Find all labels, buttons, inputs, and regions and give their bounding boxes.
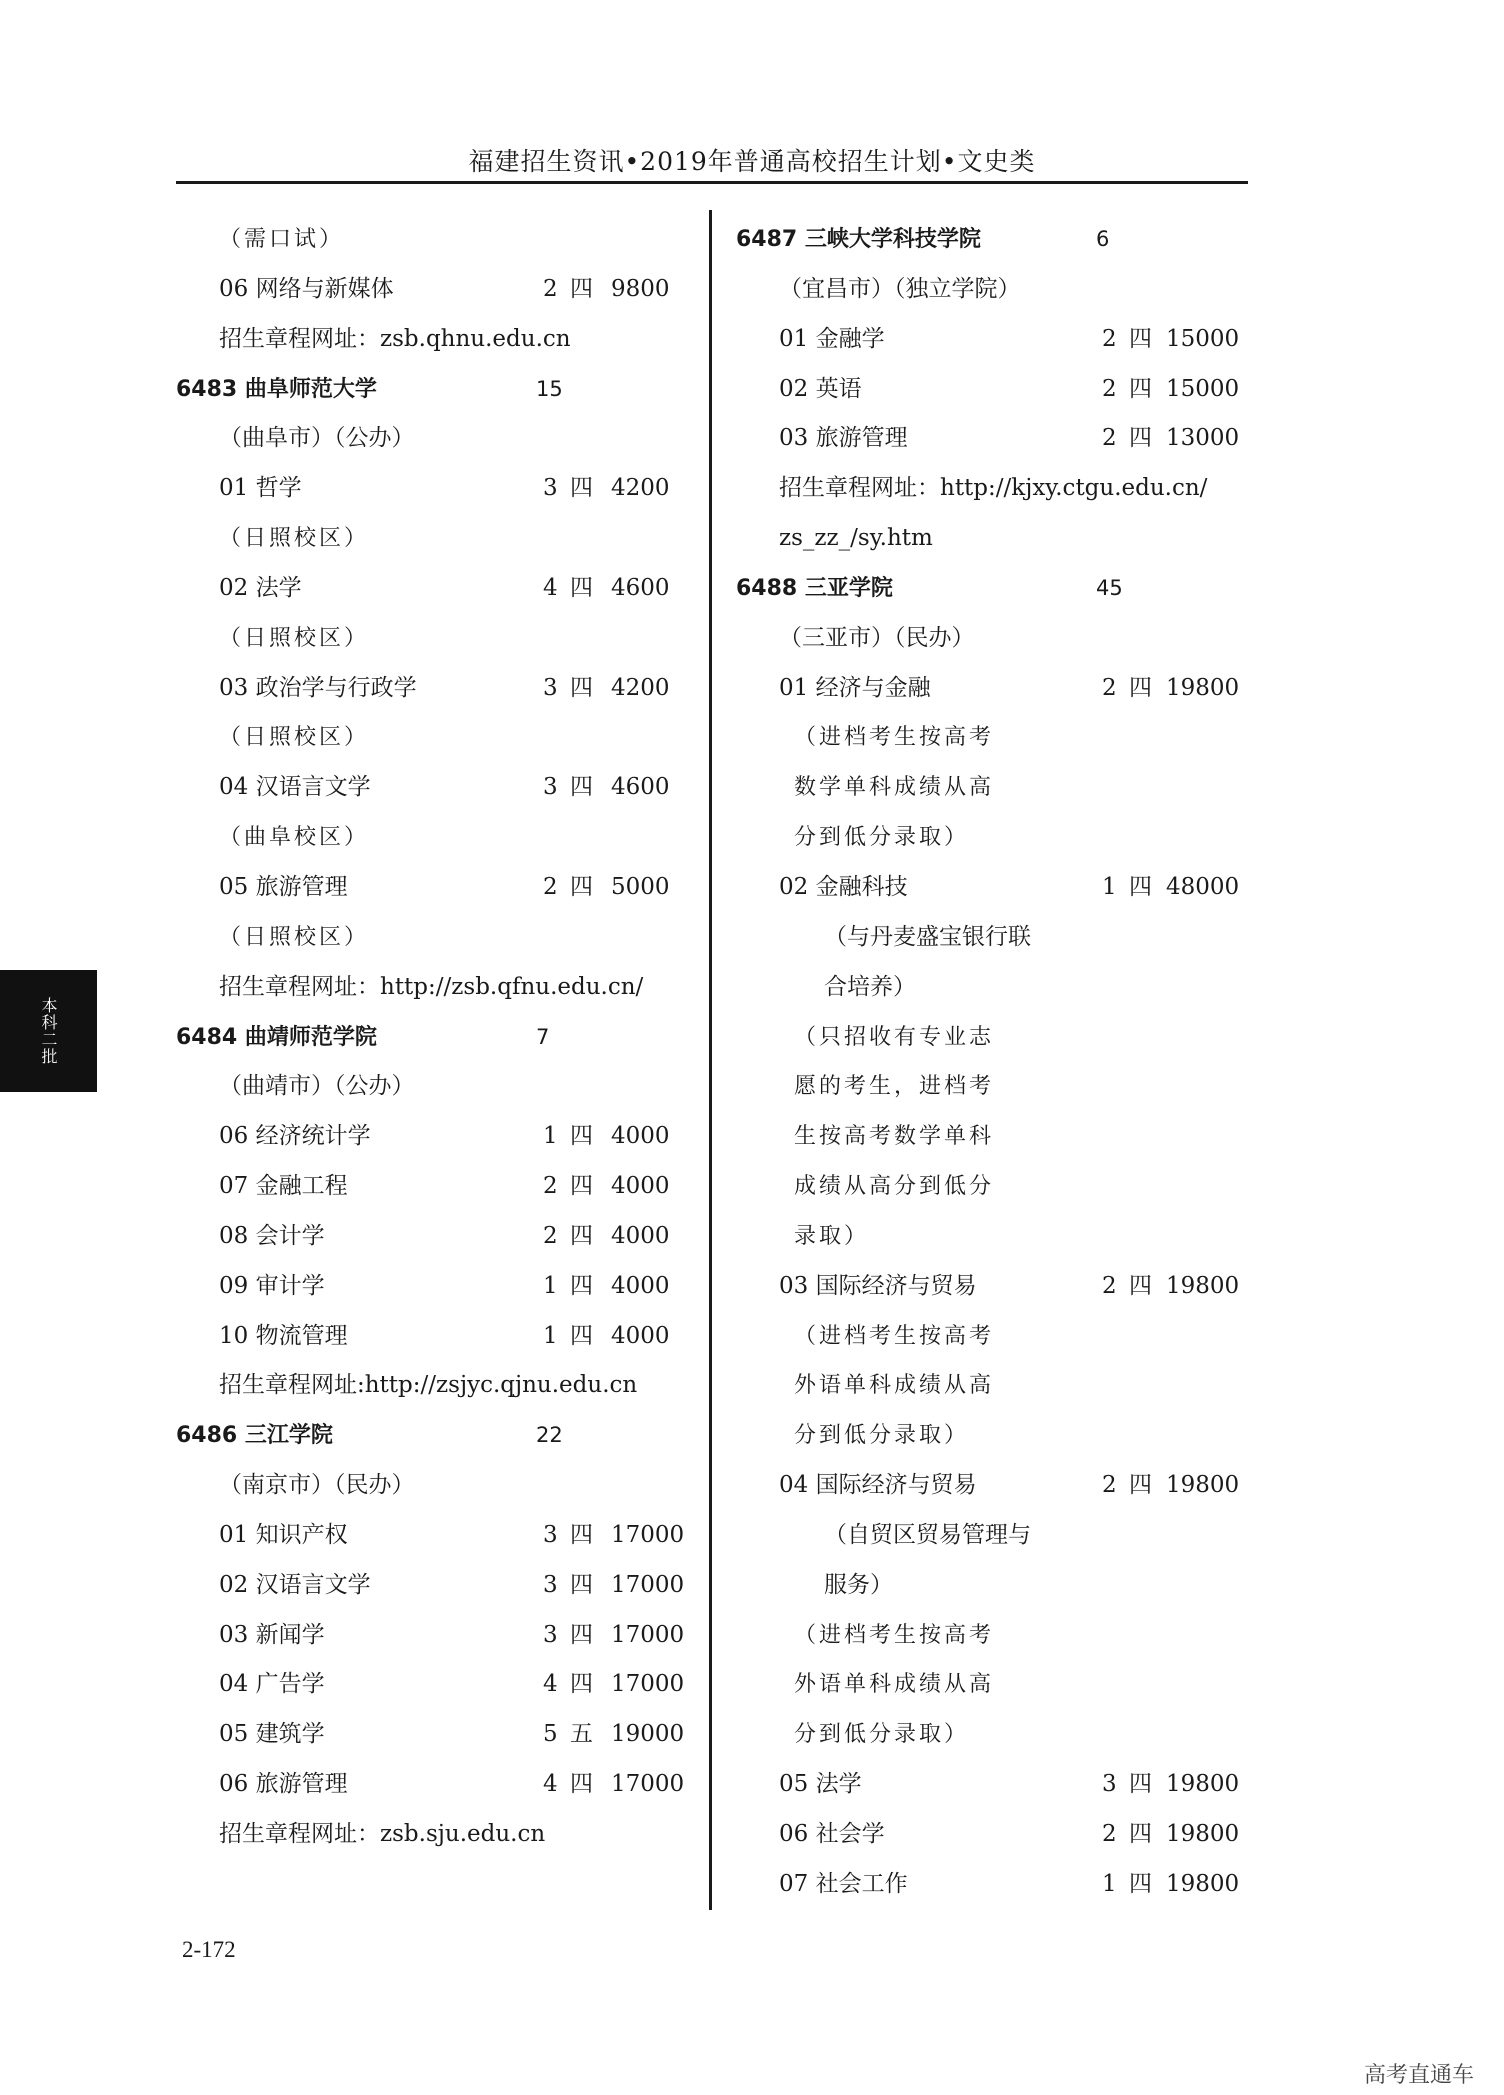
header-rule (176, 181, 1248, 184)
institution-plan-count: 6 (1096, 227, 1110, 251)
note-row (736, 1411, 1256, 1461)
watermark: 高考直通车 (1363, 2063, 1474, 2088)
note-text: （日照校区） (219, 625, 370, 651)
major-name: 03 政治学与行政学 (219, 674, 417, 701)
tuition-fee: 13000 (1166, 425, 1240, 452)
plan-count: 3 (543, 1521, 558, 1548)
note-row (736, 813, 1256, 863)
note-text: （进档考生按高考 (794, 1323, 995, 1349)
note-text: （日照校区） (219, 924, 370, 950)
plan-count: 4 (543, 574, 558, 601)
tuition-fee: 19800 (1166, 1771, 1240, 1798)
institution-row (736, 215, 1256, 265)
major-row (176, 265, 686, 315)
note-row (176, 913, 686, 963)
major-name: 07 社会工作 (779, 1870, 908, 1897)
note-text: （日照校区） (219, 526, 370, 552)
major-name: 01 哲学 (219, 475, 302, 502)
major-name: 04 国际经济与贸易 (779, 1472, 977, 1499)
tuition-fee: 5000 (611, 873, 670, 900)
admission-url: 招生章程网址：http://kjxy.ctgu.edu.cn/ (779, 475, 1208, 502)
note-row (176, 813, 686, 863)
tuition-fee: 4600 (611, 574, 670, 601)
plan-count: 4 (543, 1671, 558, 1698)
admission-url-row (736, 464, 1256, 514)
major-row (736, 1760, 1256, 1810)
note-text: 服务） (824, 1571, 893, 1598)
institution-plan-count: 45 (1096, 575, 1123, 600)
admission-url-row (176, 963, 686, 1013)
institution-name: 6487 三峡大学科技学院 (736, 227, 981, 252)
major-name: 06 旅游管理 (219, 1771, 348, 1798)
study-years: 四 (570, 1671, 593, 1698)
note-row (736, 265, 1256, 315)
note-text: （进档考生按高考 (794, 1622, 995, 1648)
major-row (736, 1461, 1256, 1511)
note-text: 成绩从高分到低分 (794, 1174, 995, 1200)
major-name: 06 经济统计学 (219, 1123, 371, 1150)
institution-row (736, 564, 1256, 614)
institution-name: 6484 曲靖师范学院 (176, 1024, 377, 1050)
admission-url-row (176, 1810, 686, 1860)
note-text: （曲靖市）（公办） (219, 1073, 415, 1100)
major-name: 03 新闻学 (219, 1621, 325, 1648)
study-years: 四 (570, 873, 593, 900)
study-years: 四 (1129, 1472, 1152, 1499)
note-text: （日照校区） (219, 725, 370, 751)
note-text: 分到低分录取） (794, 1722, 970, 1748)
note-text: （曲阜校区） (219, 825, 370, 851)
major-name: 05 建筑学 (219, 1721, 325, 1748)
tuition-fee: 4000 (611, 1322, 670, 1349)
tuition-fee: 4000 (611, 1173, 670, 1200)
note-text: （需口试） (219, 227, 345, 252)
right-column (736, 215, 1256, 1910)
major-row (176, 1760, 686, 1810)
plan-count: 2 (543, 275, 558, 302)
note-text: （进档考生按高考 (794, 725, 995, 751)
note-row (176, 614, 686, 664)
tuition-fee: 17000 (611, 1571, 685, 1598)
major-row (176, 763, 686, 813)
tuition-fee: 17000 (611, 1771, 685, 1798)
note-text: （与丹麦盛宝银行联 (824, 923, 1031, 950)
major-row (176, 1112, 686, 1162)
major-row (736, 315, 1256, 365)
major-name: 03 国际经济与贸易 (779, 1272, 977, 1299)
note-text: （只招收有专业志 (794, 1024, 995, 1050)
note-row (736, 1361, 1256, 1411)
study-years: 四 (570, 1521, 593, 1548)
institution-row (176, 365, 686, 415)
major-row (176, 1262, 686, 1312)
left-column (176, 215, 686, 1860)
note-text: （三亚市）（民办） (779, 624, 975, 651)
institution-plan-count: 22 (536, 1423, 563, 1448)
institution-name: 6483 曲阜师范大学 (176, 376, 377, 402)
note-row (736, 614, 1256, 664)
study-years: 四 (1129, 1821, 1152, 1847)
major-name: 08 会计学 (219, 1222, 325, 1249)
major-name: 01 经济与金融 (779, 674, 931, 701)
plan-count: 2 (1102, 425, 1117, 452)
plan-count: 1 (1102, 873, 1117, 900)
major-row (176, 1162, 686, 1212)
major-name: 10 物流管理 (219, 1322, 348, 1349)
plan-count: 4 (543, 1771, 558, 1798)
major-name: 04 广告学 (219, 1671, 325, 1698)
note-row (736, 1062, 1256, 1112)
plan-count: 3 (543, 475, 558, 502)
plan-count: 2 (1102, 1821, 1117, 1847)
tuition-fee: 4000 (611, 1272, 670, 1299)
major-row (736, 414, 1256, 464)
plan-count: 3 (1102, 1771, 1117, 1798)
tuition-fee: 17000 (611, 1621, 685, 1648)
note-row (736, 1710, 1256, 1760)
study-years: 四 (570, 1222, 593, 1249)
note-text: 数学单科成绩从高 (794, 775, 995, 801)
note-row (736, 1212, 1256, 1262)
study-years: 四 (570, 1571, 593, 1598)
plan-count: 2 (1102, 375, 1117, 402)
plan-count: 2 (1102, 1272, 1117, 1299)
study-years: 五 (570, 1721, 593, 1748)
note-text: （宜昌市）（独立学院） (779, 275, 1021, 302)
note-row (176, 215, 686, 265)
plan-count: 3 (543, 774, 558, 801)
tuition-fee: 19800 (1166, 1272, 1240, 1299)
admission-url: zs_zz_/sy.htm (779, 525, 933, 552)
major-row (176, 863, 686, 913)
section-tab-label: 本科二批 (39, 997, 58, 1065)
major-row (176, 1561, 686, 1611)
institution-name: 6488 三亚学院 (736, 575, 893, 601)
study-years: 四 (570, 674, 593, 701)
major-name: 04 汉语言文学 (219, 774, 371, 801)
major-row (176, 664, 686, 714)
plan-count: 2 (1102, 1472, 1117, 1499)
study-years: 四 (570, 1173, 593, 1200)
admission-url-row (736, 514, 1256, 564)
study-years: 四 (1129, 1771, 1152, 1798)
plan-count: 1 (543, 1123, 558, 1150)
tuition-fee: 17000 (611, 1521, 685, 1548)
plan-count: 1 (543, 1322, 558, 1349)
major-row (176, 1212, 686, 1262)
tuition-fee: 19800 (1166, 1472, 1240, 1499)
tuition-fee: 17000 (611, 1671, 685, 1698)
plan-count: 1 (1102, 1870, 1117, 1897)
institution-plan-count: 15 (536, 376, 563, 401)
section-tab (0, 970, 97, 1092)
major-row (736, 1262, 1256, 1312)
note-row (736, 1013, 1256, 1063)
note-text: （自贸区贸易管理与 (824, 1521, 1031, 1548)
major-row (736, 1810, 1256, 1860)
study-years: 四 (1129, 873, 1152, 900)
tuition-fee: 48000 (1166, 873, 1240, 900)
plan-count: 2 (1102, 674, 1117, 701)
major-name: 02 金融科技 (779, 873, 908, 900)
note-text: 外语单科成绩从高 (794, 1672, 995, 1698)
institution-plan-count: 7 (536, 1024, 550, 1049)
study-years: 四 (1129, 375, 1152, 402)
admission-url: 招生章程网址:http://zsjyc.qjnu.edu.cn (219, 1372, 638, 1399)
study-years: 四 (570, 475, 593, 502)
tuition-fee: 15000 (1166, 325, 1240, 352)
major-row (176, 464, 686, 514)
tuition-fee: 19800 (1166, 1870, 1240, 1897)
note-text: 外语单科成绩从高 (794, 1373, 995, 1399)
note-row (736, 1561, 1256, 1611)
tuition-fee: 4200 (611, 674, 670, 701)
study-years: 四 (570, 1621, 593, 1648)
admission-url: 招生章程网址：zsb.sju.edu.cn (219, 1821, 546, 1847)
major-name: 02 法学 (219, 574, 302, 601)
study-years: 四 (570, 1771, 593, 1798)
major-name: 02 英语 (779, 375, 862, 402)
major-name: 06 网络与新媒体 (219, 275, 394, 302)
note-text: （南京市）（民办） (219, 1472, 415, 1499)
plan-count: 1 (543, 1272, 558, 1299)
major-row (736, 365, 1256, 415)
tuition-fee: 19800 (1166, 1821, 1240, 1847)
major-name: 09 审计学 (219, 1272, 325, 1299)
note-text: 分到低分录取） (794, 825, 970, 851)
study-years: 四 (1129, 1870, 1152, 1897)
note-row (736, 1112, 1256, 1162)
major-name: 01 金融学 (779, 325, 885, 352)
tuition-fee: 4000 (611, 1123, 670, 1150)
study-years: 四 (570, 275, 593, 302)
plan-count: 3 (543, 674, 558, 701)
note-row (176, 713, 686, 763)
note-text: 愿的考生，进档考 (794, 1074, 995, 1100)
note-row (736, 913, 1256, 963)
study-years: 四 (1129, 1272, 1152, 1299)
tuition-fee: 9800 (611, 275, 670, 302)
tuition-fee: 19000 (611, 1721, 685, 1748)
tuition-fee: 4200 (611, 475, 670, 502)
note-row (176, 1062, 686, 1112)
note-row (736, 1660, 1256, 1710)
major-name: 03 旅游管理 (779, 425, 908, 452)
page-number: 2-172 (182, 1937, 236, 1962)
major-row (736, 863, 1256, 913)
plan-count: 5 (543, 1721, 558, 1748)
note-row (176, 414, 686, 464)
note-row (736, 963, 1256, 1013)
major-row (176, 1511, 686, 1561)
tuition-fee: 4600 (611, 774, 670, 801)
plan-count: 3 (543, 1571, 558, 1598)
major-name: 06 社会学 (779, 1821, 885, 1847)
admission-url: 招生章程网址：http://zsb.qfnu.edu.cn/ (219, 973, 644, 1000)
note-row (736, 1312, 1256, 1362)
admission-url-row (176, 315, 686, 365)
major-name: 02 汉语言文学 (219, 1571, 371, 1598)
institution-row (176, 1013, 686, 1063)
admission-url: 招生章程网址：zsb.qhnu.edu.cn (219, 325, 571, 352)
note-text: 录取） (794, 1223, 870, 1249)
major-name: 01 知识产权 (219, 1521, 348, 1548)
note-row (736, 1611, 1256, 1661)
major-name: 05 法学 (779, 1771, 862, 1798)
note-row (736, 763, 1256, 813)
note-row (176, 514, 686, 564)
note-text: 合培养） (824, 973, 916, 1000)
major-row (176, 564, 686, 614)
page-header: 福建招生资讯•2019年普通高校招生计划•文史类 (468, 147, 1036, 176)
note-text: 分到低分录取） (794, 1423, 970, 1449)
tuition-fee: 4000 (611, 1222, 670, 1249)
tuition-fee: 19800 (1166, 674, 1240, 701)
column-divider (709, 210, 712, 1910)
major-row (736, 1860, 1256, 1910)
major-row (736, 664, 1256, 714)
tuition-fee: 15000 (1166, 375, 1240, 402)
admission-url-row (176, 1361, 686, 1411)
note-row (176, 1461, 686, 1511)
note-row (736, 1511, 1256, 1561)
major-name: 07 金融工程 (219, 1173, 348, 1200)
plan-count: 2 (543, 1222, 558, 1249)
plan-count: 2 (1102, 325, 1117, 352)
major-name: 05 旅游管理 (219, 873, 348, 900)
note-row (736, 1162, 1256, 1212)
plan-count: 3 (543, 1621, 558, 1648)
plan-count: 2 (543, 873, 558, 900)
institution-row (176, 1411, 686, 1461)
study-years: 四 (570, 574, 593, 601)
note-row (736, 713, 1256, 763)
note-text: 生按高考数学单科 (794, 1124, 995, 1150)
major-row (176, 1660, 686, 1710)
study-years: 四 (570, 774, 593, 801)
note-text: （曲阜市）（公办） (219, 425, 415, 452)
study-years: 四 (570, 1123, 593, 1150)
study-years: 四 (570, 1272, 593, 1299)
study-years: 四 (1129, 425, 1152, 452)
major-row (176, 1710, 686, 1760)
study-years: 四 (570, 1322, 593, 1349)
study-years: 四 (1129, 674, 1152, 701)
major-row (176, 1312, 686, 1362)
institution-name: 6486 三江学院 (176, 1423, 333, 1449)
major-row (176, 1611, 686, 1661)
plan-count: 2 (543, 1173, 558, 1200)
study-years: 四 (1129, 325, 1152, 352)
